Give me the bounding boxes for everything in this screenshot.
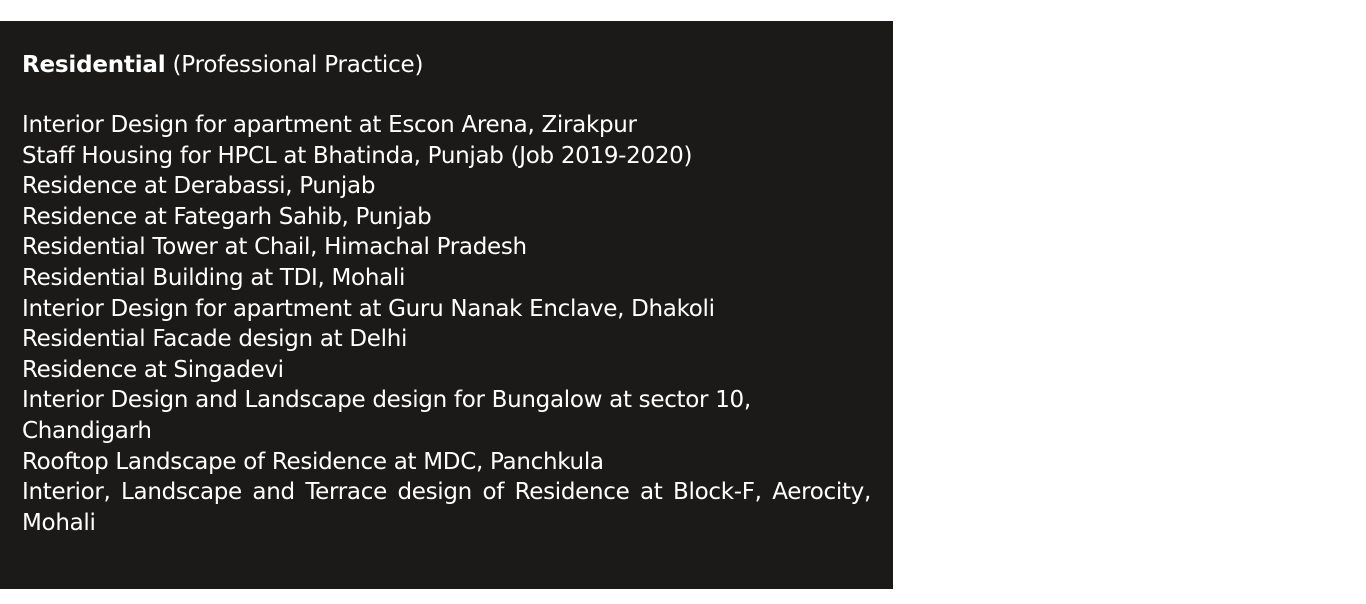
- residential-projects-panel: [0, 21, 893, 589]
- list-item: Interior, Landscape and Terrace design of Residence at Block-F, Aerocity, Mohali: [22, 479, 871, 536]
- list-item: Residential Facade design at Delhi: [22, 326, 408, 353]
- section-title: Residential: [22, 52, 166, 78]
- section-heading: [22, 49, 871, 81]
- project-list: [22, 110, 871, 538]
- list-item: Residential Building at TDI, Mohali: [22, 264, 406, 291]
- list-item: Rooftop Landscape of Residence at MDC, Panchkula: [22, 448, 604, 475]
- section-subtitle: (Professional Practice): [172, 52, 424, 78]
- list-item: Interior Design and Landscape design for Bungalow at sector 10, Chandigarh: [22, 387, 751, 444]
- list-item: Interior Design for apartment at Guru Nanak Enclave, Dhakoli: [22, 295, 715, 322]
- list-item: Residence at Fategarh Sahib, Punjab: [22, 203, 432, 230]
- list-item: Interior Design for apartment at Escon Arena, Zirakpur: [22, 112, 637, 138]
- list-item: Residence at Singadevi: [22, 356, 284, 383]
- list-item: Residence at Derabassi, Punjab: [22, 173, 376, 200]
- list-item: Residential Tower at Chail, Himachal Pradesh: [22, 234, 527, 261]
- list-item: Staff Housing for HPCL at Bhatinda, Punjab (Job 2019-2020): [22, 142, 693, 169]
